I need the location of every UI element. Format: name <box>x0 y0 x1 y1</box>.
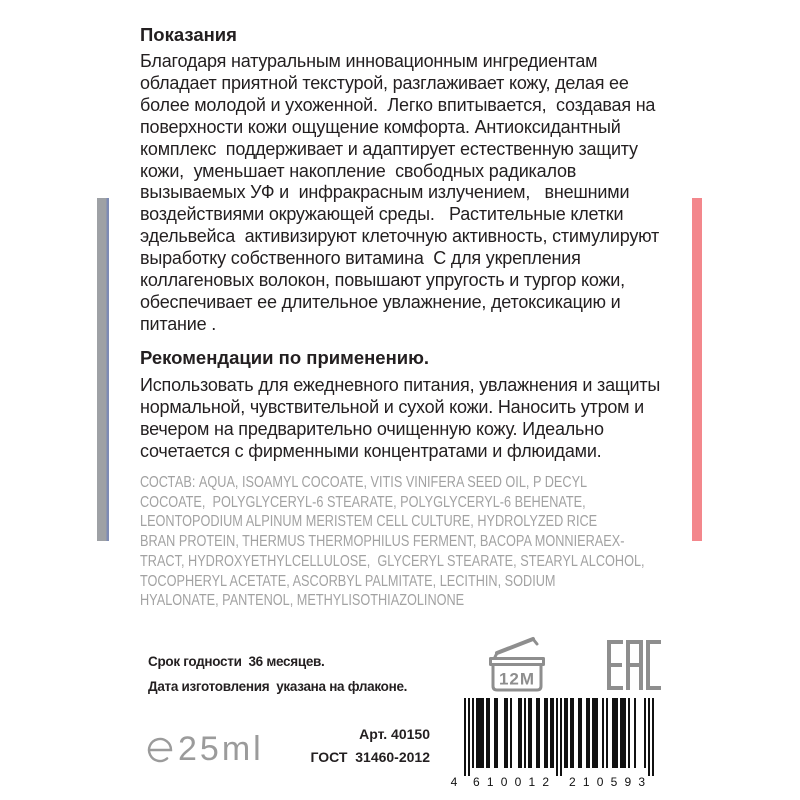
text-line: кожи, уменьшает накопление свободных радикалов <box>140 160 577 181</box>
text-line: нормальной, чувствительной и сухой кожи. Наносить утром и <box>140 397 645 417</box>
text-line: эдельвейса активизируют клеточную активность, стимулируют <box>140 226 660 247</box>
ingredients-line: HYALONATE, PANTENOL, METHYLISOTHIAZOLINONE <box>140 592 465 610</box>
barcode-bar <box>524 698 526 768</box>
barcode-bar <box>612 698 618 768</box>
eac-mark-icon <box>607 640 661 690</box>
ingredients-line: COCOATE, POLYGLYCERYL-6 STEARATE, POLYGLYCERYL-6 BEHENATE, <box>140 493 586 511</box>
text-line: обеспечивает ее длительное увлажнение, детоксикацию и <box>140 291 621 312</box>
left-accent-bar <box>97 198 109 541</box>
barcode-bar <box>536 698 540 768</box>
barcode-bar <box>494 698 498 768</box>
article-number: Арт. 40150 <box>359 726 430 742</box>
ingredients-line: BRAN PROTEIN, THERMUS THERMOPHILUS FERMENT, BACOPA MONNIERAEX- <box>140 533 625 551</box>
text-line: питание . <box>140 313 217 334</box>
open-jar-pao-icon <box>487 633 547 693</box>
barcode-guard-bar <box>556 698 558 776</box>
barcode-bar <box>550 698 554 768</box>
ingredients-list <box>140 473 755 611</box>
barcode-bar <box>634 698 636 768</box>
ean13-barcode <box>446 698 660 790</box>
barcode-bar <box>644 698 646 768</box>
barcode-bar <box>504 698 508 768</box>
barcode-bar <box>628 698 630 768</box>
barcode-bar <box>578 698 582 768</box>
pao-label: 12M <box>498 669 536 689</box>
barcode-bar <box>528 698 532 768</box>
ingredients-line: LEONTOPODIUM ALPINUM MERISTEM CELL CULTURE, HYDROLYZED RICE <box>140 513 598 531</box>
recommendations-heading: Рекомендации по применению. <box>140 347 430 368</box>
text-line: выработку собственного витамина С для укрепления <box>140 248 581 269</box>
text-line: коллагеновых волокон, повышают упругость и тургор кожи, <box>140 270 625 291</box>
text-line: более молодой и ухоженной. Легко впитывается, создавая на <box>140 94 656 115</box>
barcode-left-digits: 610012 <box>473 775 549 789</box>
barcode-right-digits: 210593 <box>569 775 645 789</box>
gost-standard: ГОСТ 31460-2012 <box>310 749 430 765</box>
barcode-guard-bar <box>652 698 654 776</box>
text-line: поверхности кожи ощущение комфорта. Антиоксидантный <box>140 116 621 137</box>
barcode-bar <box>564 698 568 768</box>
barcode-bars <box>464 698 654 776</box>
text-line: Использовать для ежедневного питания, увлажнения и защиты <box>140 375 661 395</box>
estimated-sign-icon <box>145 736 175 764</box>
barcode-bar <box>586 698 590 768</box>
barcode-bar <box>510 698 512 768</box>
text-line: Благодаря натуральным инновационным ингредиентам <box>140 51 598 71</box>
barcode-guard-bar <box>560 698 562 776</box>
text-line: воздействиями окружающей среды. Растительные клетки <box>140 204 624 225</box>
barcode-bar <box>472 698 474 768</box>
recommendations-text <box>140 374 660 462</box>
text-line: обладает приятной текстурой, разглаживает кожу, делая ее <box>140 72 629 93</box>
barcode-guard-bar <box>648 698 650 776</box>
shelf-life-text: Срок годности 36 месяцев. <box>148 654 325 669</box>
barcode-bar <box>476 698 484 768</box>
barcode-bar <box>486 698 490 768</box>
ingredients-line: TRACT, HYDROXYETHYLCELLULOSE, GLYCERYL STEARATE, STEARYL ALCOHOL, <box>140 552 645 570</box>
manufacture-date-text: Дата изготовления указана на флаконе. <box>148 679 408 694</box>
text-line: вызываемых УФ и инфракрасным излучением, внешними <box>140 182 630 203</box>
barcode-bar <box>518 698 522 768</box>
ingredients-line: TOCOPHERYL ACETATE, ASCORBYL PALMITATE, LECITHIN, SODIUM <box>140 572 556 590</box>
volume-value: 25ml <box>178 730 264 768</box>
barcode-bar <box>602 698 604 768</box>
barcode-bar <box>544 698 548 768</box>
barcode-bar <box>620 698 626 768</box>
indications-text <box>140 51 659 336</box>
barcode-guard-bar <box>468 698 470 776</box>
barcode-guard-bar <box>464 698 466 776</box>
barcode-bar <box>606 698 608 768</box>
text-line: вечером на предварительно очищенную кожу. Идеально <box>140 419 604 439</box>
ingredients-line: СОСТАВ: AQUA, ISOAMYL COCOATE, VITIS VINIFERA SEED OIL, P DECYL <box>140 474 588 491</box>
barcode-bar <box>570 698 574 768</box>
indications-heading: Показания <box>140 24 237 45</box>
text-line: комплекс поддерживает и адаптирует естественную защиту <box>140 138 638 159</box>
text-line: сочетается с фирменными концентратами и флюидами. <box>140 441 602 461</box>
barcode-bar <box>592 698 598 768</box>
barcode-first-digit: 4 <box>450 775 458 789</box>
